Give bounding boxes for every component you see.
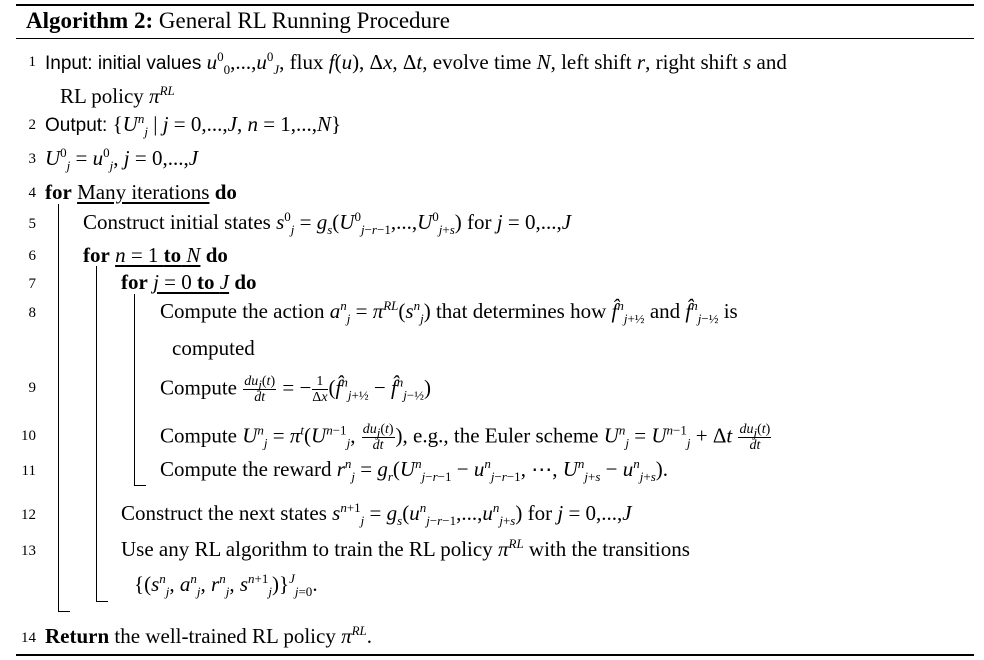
for-loop-bar-1 [58, 204, 59, 612]
line-number: 6 [28, 248, 36, 264]
algo-line-4: for Many iterations do [45, 180, 237, 204]
for-loop-bar-2 [96, 266, 97, 602]
algo-line-7: for j = 0 to J do [121, 270, 257, 294]
line-number: 10 [21, 428, 36, 444]
line-number: 14 [21, 630, 36, 646]
line-number: 9 [28, 380, 36, 396]
algorithm-caption [26, 8, 450, 34]
algo-line-6: for n = 1 to N do [83, 243, 228, 267]
line-number: 13 [21, 543, 36, 559]
line-number: 5 [28, 216, 36, 232]
algo-line-11: Compute the reward $r^n_j = g_r(U^n_{j-r-1} - u^n_{j-r-1}$, ⋯, $U^n_{j+s} - u^n_{j+s}$). [160, 456, 669, 485]
line-number: 4 [28, 185, 36, 201]
algo-line-9: Compute $\frac{du_j(t)}{dt}$ = − $\frac{1}{\Delta x}$ (f̂$^n_{j+\frac{1}{2}}$ − f̂$^n_{j-\frac{1}{2}}$) [160, 374, 431, 405]
caption-rule [16, 38, 974, 39]
line-number: 2 [28, 117, 36, 133]
algo-line-12: Construct the next states $s^{n+1}_j = g_s(u^n_{j-r-1},...,u^n_{j+s})$ for j = 0,...,J [121, 500, 632, 529]
algo-line-2: Output: {$U^n_j$ | j = 0,...,J, n = 1,...,N} [45, 111, 342, 140]
algo-line-14: Return the well-trained RL policy $\pi^{RL}$. [45, 623, 373, 648]
algo-line-13: Use any RL algorithm to train the RL policy $\pi^{RL}$ with the transitions [121, 536, 690, 561]
for-loop-end-2 [96, 601, 108, 602]
line-number: 11 [21, 463, 36, 479]
line-number: 12 [21, 507, 36, 523]
algorithm-label: Algorithm 2: [26, 8, 154, 33]
algorithm-title: General RL Running Procedure [158, 8, 450, 33]
top-rule [16, 4, 974, 6]
algo-line-8-cont: computed [172, 336, 255, 360]
line-number: 3 [28, 151, 36, 167]
line-number: 1 [28, 54, 36, 70]
line-number: 7 [28, 276, 36, 292]
for-loop-end-3 [134, 485, 146, 486]
for-loop-end-1 [58, 611, 70, 612]
for-loop-bar-3 [134, 294, 135, 486]
line-number: 8 [28, 305, 36, 321]
algo-line-3: $U^0_j = u^0_j$, j = 0,...,J [45, 145, 199, 174]
bottom-rule [16, 654, 974, 656]
algo-line-8: Compute the action $a^n_j = \pi^{RL}(s^n_j)$ that determines how f̂$^n_{j+\frac{1}{2}}$ and f̂$^n_{j-\frac{1}{2}}$ is [160, 298, 738, 327]
algo-line-13-cont: {($s^n_j$, $a^n_j$, $r^n_j$, $s^{n+1}_j)\}^J_{j=0}$. [134, 571, 318, 600]
algo-line-10: Compute $U^n_j = \pi^t(U^{n-1}_j$, $\frac{du_j(t)}{dt}$ ), e.g., the Euler scheme $U^n_j = U^{n-1}_j + \Delta t$ $\frac{du_j(t)}{dt}$ [160, 422, 771, 453]
algo-line-5: Construct initial states $s^0_j = g_s(U^0_{j-r-1},...,U^0_{j+s})$ for j = 0,...,J [83, 209, 572, 238]
algo-line-1: Input: initial values $u^0_0,...,u^0_J$, flux f(u), Δx, Δt, evolve time N, left shift r, right shift s and [45, 49, 787, 78]
algo-line-1-cont: RL policy $\pi^{RL}$ [60, 83, 175, 108]
